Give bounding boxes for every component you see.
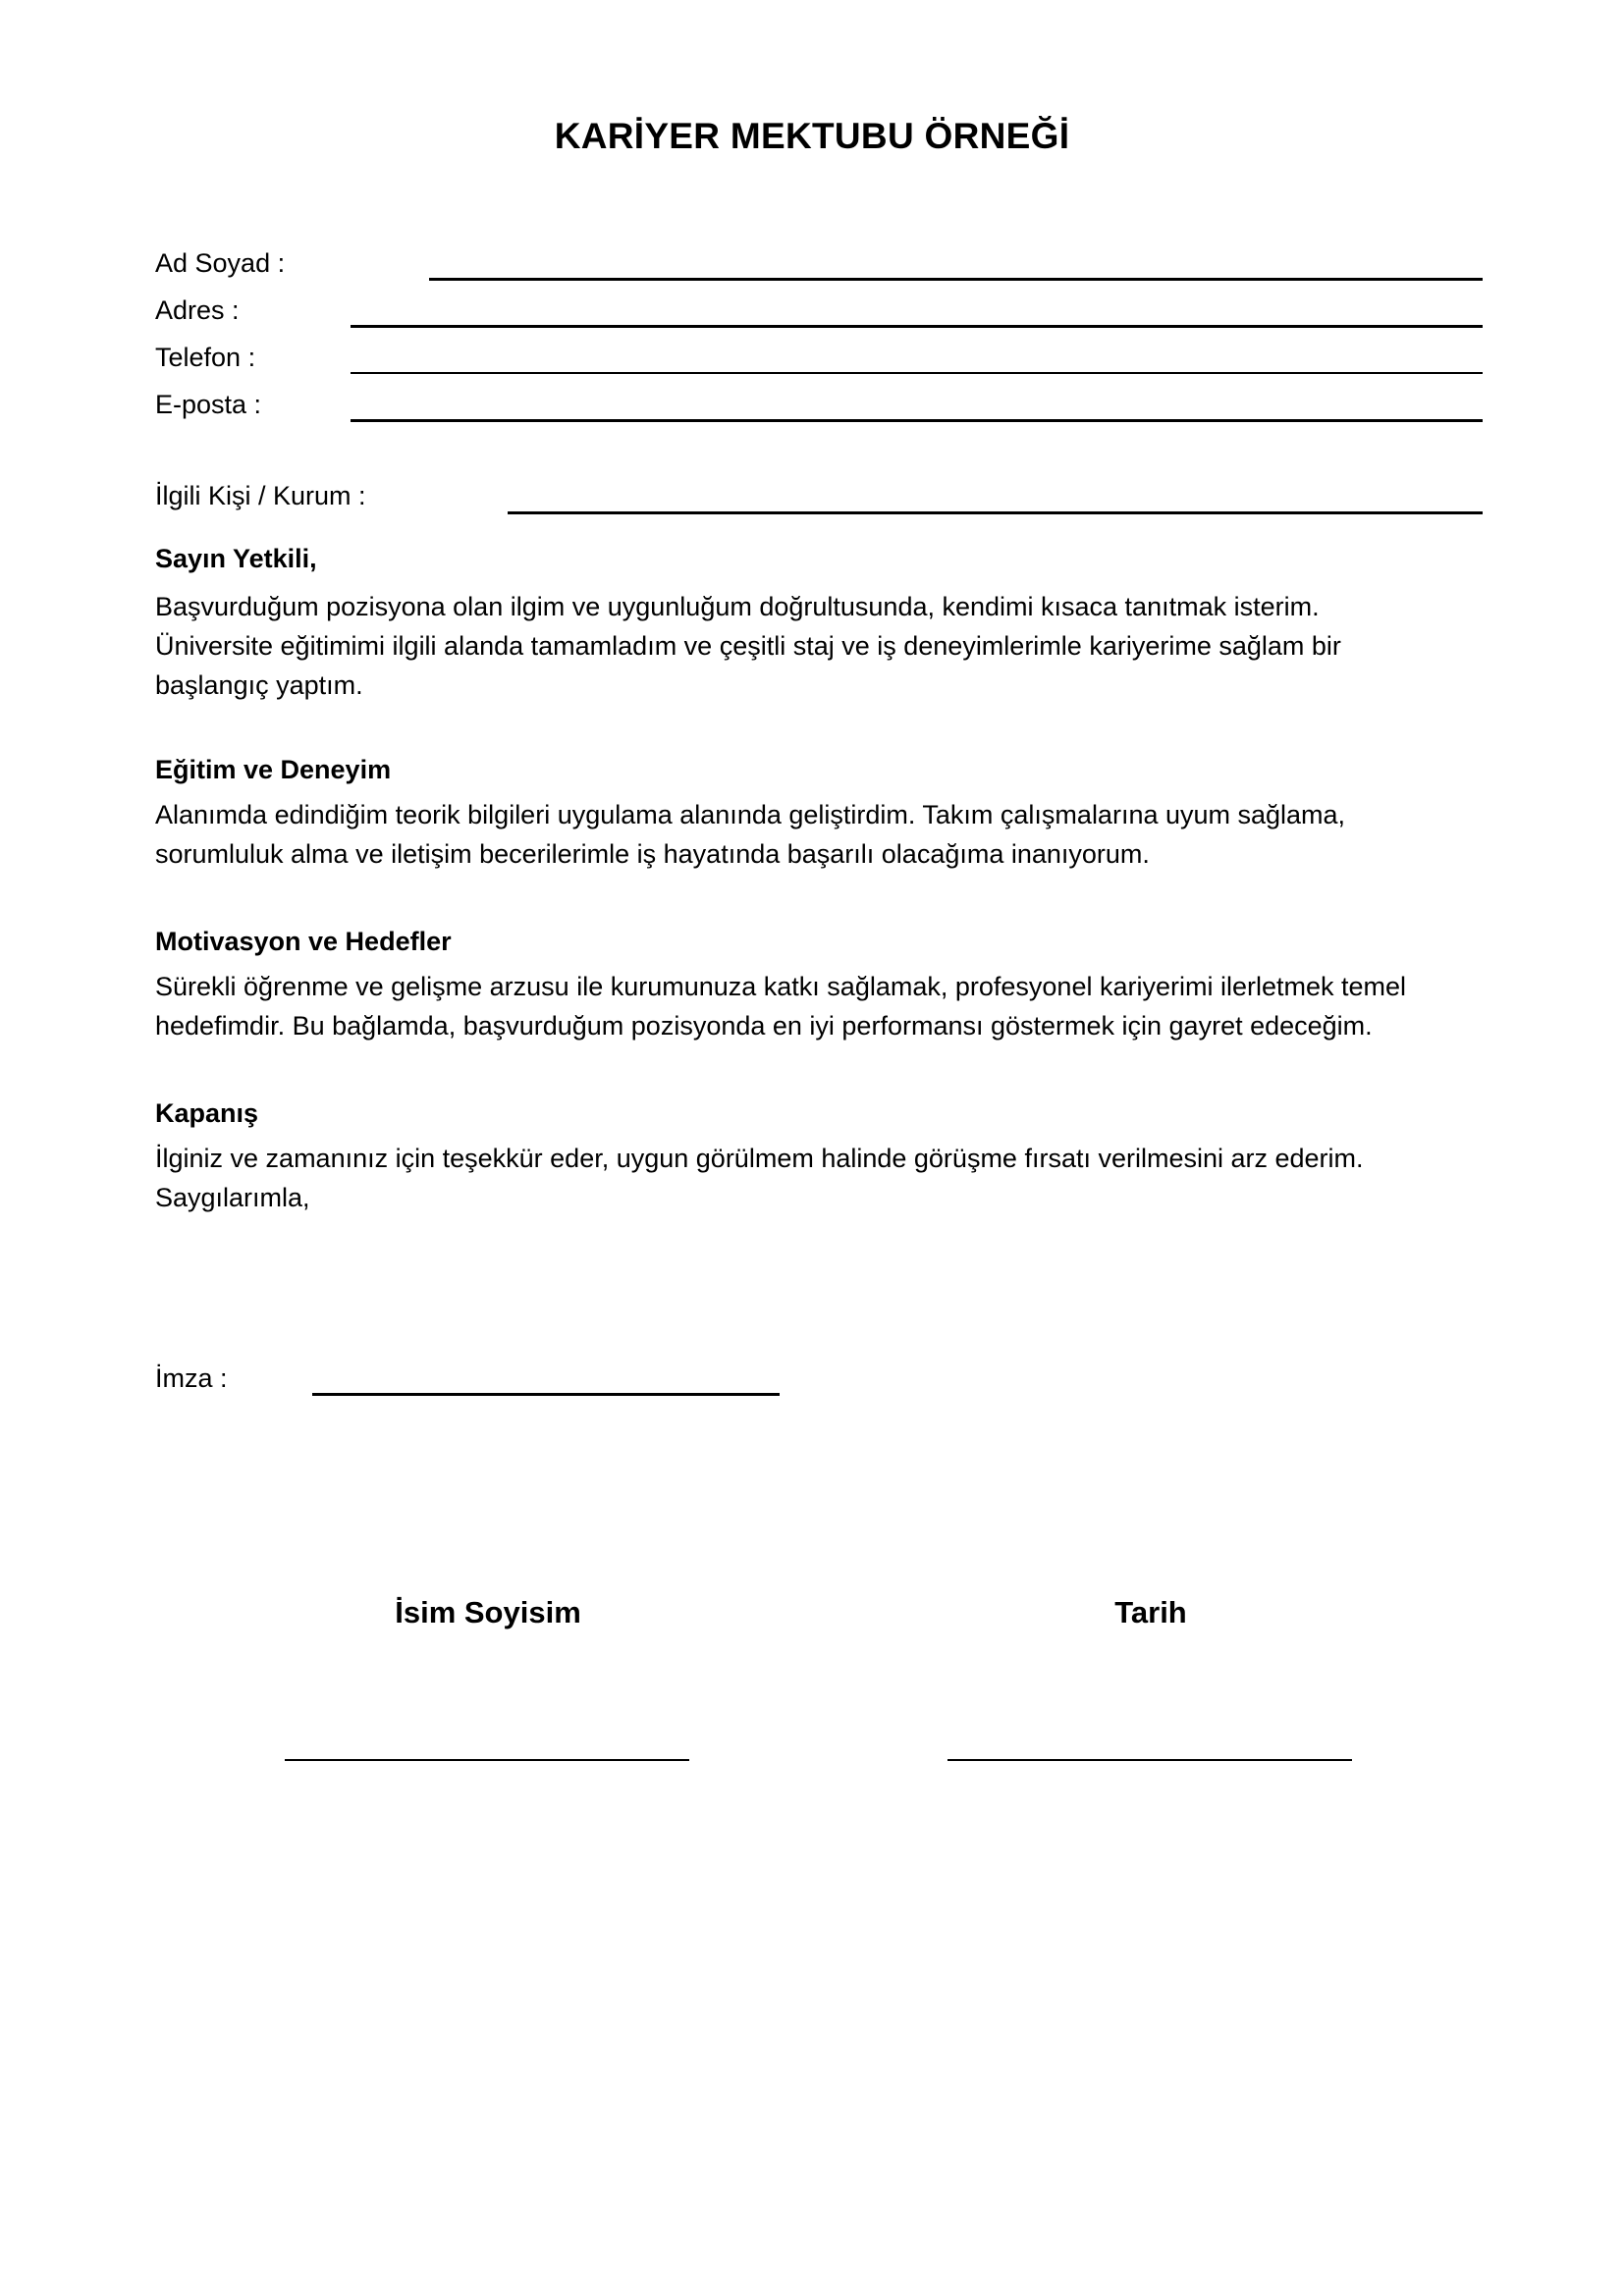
intro-line: başlangıç yaptım. (155, 670, 363, 700)
signature-label: İmza : (155, 1363, 228, 1393)
signature-field-line[interactable] (312, 1393, 780, 1396)
document-title: KARİYER MEKTUBU ÖRNEĞİ (554, 116, 1070, 156)
recipient-label: İlgili Kişi / Kurum : (155, 481, 366, 510)
closing-paragraph (155, 1139, 1490, 1217)
intro-line: Üniversite eğitimimi ilgili alanda tamamladım ve çeşitli staj ve iş deneyimlerimle kariyerime sağlam bir (155, 631, 1341, 661)
footer-date-label: Tarih (1114, 1595, 1187, 1629)
section-heading-education: Eğitim ve Deneyim (155, 755, 392, 784)
motivation-paragraph (155, 967, 1490, 1045)
education-paragraph (155, 795, 1490, 874)
address-label: Adres : (155, 295, 240, 325)
address-field-line[interactable] (351, 325, 1483, 328)
email-label: E-posta : (155, 390, 262, 419)
email-field-line[interactable] (351, 419, 1483, 422)
name-field-line[interactable] (429, 278, 1483, 281)
footer-name-label: İsim Soyisim (395, 1595, 581, 1629)
closing-line: Saygılarımla, (155, 1183, 310, 1212)
recipient-field-line[interactable] (508, 511, 1483, 514)
phone-field-line[interactable] (351, 372, 1483, 374)
motivation-line: Sürekli öğrenme ve gelişme arzusu ile kurumunuza katkı sağlamak, profesyonel kariyerimi ilerletmek temel (155, 972, 1407, 1001)
education-line: Alanımda edindiğim teorik bilgileri uygulama alanında geliştirdim. Takım çalışmalarına uyum sağlama, (155, 800, 1346, 829)
name-label: Ad Soyad : (155, 248, 286, 278)
intro-paragraph (155, 587, 1490, 705)
education-line: sorumluluk alma ve iletişim becerilerimle iş hayatında başarılı olacağıma inanıyorum. (155, 839, 1150, 869)
intro-line: Başvurduğum pozisyona olan ilgim ve uygunluğum doğrultusunda, kendimi kısaca tanıtmak isterim. (155, 592, 1320, 621)
closing-line: İlginiz ve zamanınız için teşekkür eder, uygun görülmem halinde görüşme fırsatı verilmesini arz ederim. (155, 1144, 1364, 1173)
section-heading-motivation: Motivasyon ve Hedefler (155, 927, 452, 956)
footer-name-line[interactable] (285, 1759, 689, 1761)
section-heading-closing: Kapanış (155, 1098, 259, 1128)
footer-date-line[interactable] (947, 1759, 1352, 1761)
motivation-line: hedefimdir. Bu bağlamda, başvurduğum pozisyonda en iyi performansı göstermek için gayret edeceğim. (155, 1011, 1373, 1041)
phone-label: Telefon : (155, 343, 256, 372)
salutation: Sayın Yetkili, (155, 544, 317, 573)
